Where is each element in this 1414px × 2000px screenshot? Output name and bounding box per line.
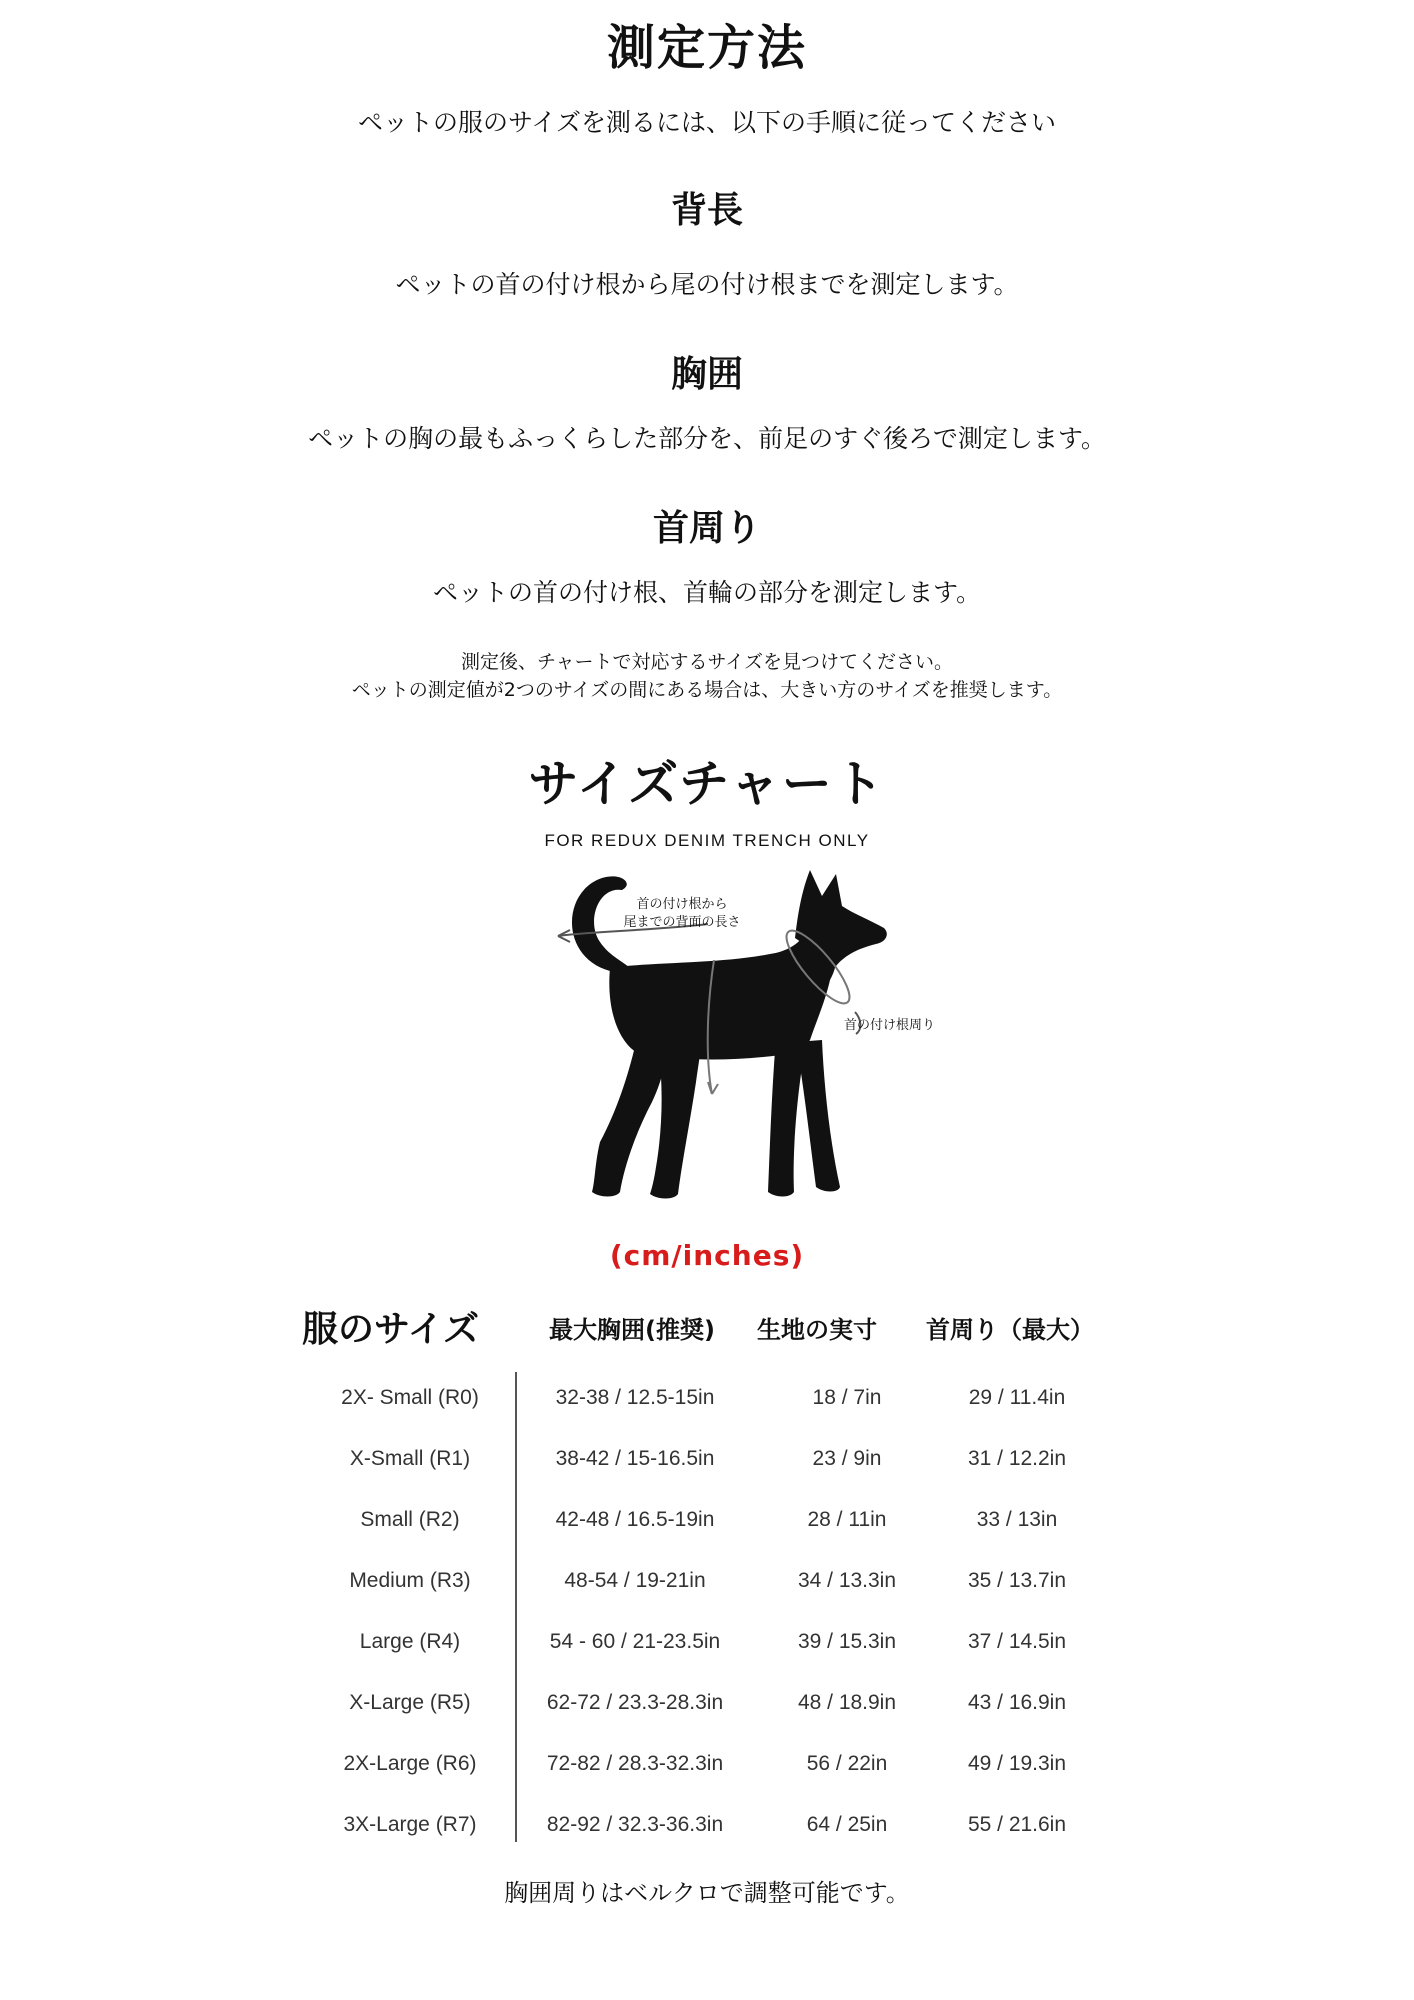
neck-label: 首の付け根周り [844, 1018, 936, 1033]
size-chart-title: サイズチャート [528, 755, 886, 813]
header-size: 服のサイズ [302, 1309, 480, 1350]
length-cell: 28 / 11in [807, 1508, 887, 1531]
chest-cell: 54 - 60 / 21-23.5in [549, 1630, 721, 1653]
chest-cell: 72-82 / 28.3-32.3in [546, 1752, 724, 1775]
neck-cell: 29 / 11.4in [968, 1386, 1066, 1409]
neck-cell: 37 / 14.5in [967, 1630, 1067, 1653]
neck-cell: 55 / 21.6in [967, 1813, 1067, 1836]
size-cell: X-Large (R5) [349, 1691, 471, 1714]
note-line-1: 測定後、チャートで対応するサイズを見つけてください。 [461, 651, 953, 673]
units-label: (cm/inches) [609, 1239, 805, 1272]
neck-cell: 31 / 12.2in [967, 1447, 1067, 1470]
page-title: 測定方法 [606, 20, 807, 76]
section-heading-neck: 首周り [652, 508, 761, 549]
length-cell: 64 / 25in [806, 1813, 888, 1836]
chest-cell: 38-42 / 15-16.5in [555, 1447, 715, 1470]
size-cell: Medium (R3) [349, 1569, 471, 1592]
size-cell: Small (R2) [360, 1508, 460, 1531]
section-heading-chest: 胸囲 [670, 354, 743, 395]
dog-measurement-diagram [540, 862, 960, 1222]
table-footnote: 胸囲周りはベルクロで調整可能です。 [504, 1879, 910, 1907]
length-cell: 56 / 22in [806, 1752, 888, 1775]
chest-cell: 42-48 / 16.5-19in [555, 1508, 715, 1531]
chest-cell: 48-54 / 19-21in [564, 1569, 706, 1592]
length-cell: 18 / 7in [812, 1386, 882, 1409]
note-line-2: ペットの測定値が2つのサイズの間にある場合は、大きい方のサイズを推奨します。 [351, 679, 1063, 701]
length-cell: 34 / 13.3in [797, 1569, 897, 1592]
back-length-label-line-1: 首の付け根から [636, 897, 728, 912]
intro-text: ペットの服のサイズを測るには、以下の手順に従ってください [357, 108, 1056, 137]
size-cell: X-Small (R1) [349, 1447, 471, 1470]
neck-cell: 33 / 13in [976, 1508, 1058, 1531]
chest-cell: 82-92 / 32.3-36.3in [546, 1813, 724, 1836]
section-text-neck: ペットの首の付け根、首輪の部分を測定します。 [432, 578, 981, 607]
size-chart-subtitle: FOR REDUX DENIM TRENCH ONLY [544, 831, 870, 850]
section-heading-back-length: 背長 [670, 190, 743, 231]
size-cell: 3X-Large (R7) [343, 1813, 477, 1836]
header-length: 生地の実寸 [757, 1316, 877, 1344]
back-length-label-line-2: 尾までの背面の長さ [623, 915, 741, 930]
length-cell: 39 / 15.3in [797, 1630, 897, 1653]
length-cell: 23 / 9in [812, 1447, 882, 1470]
chest-cell: 62-72 / 23.3-28.3in [546, 1691, 724, 1714]
neck-cell: 35 / 13.7in [967, 1569, 1067, 1592]
length-cell: 48 / 18.9in [797, 1691, 897, 1714]
section-text-chest: ペットの胸の最もふっくらした部分を、前足のすぐ後ろで測定します。 [308, 424, 1106, 453]
size-cell: 2X- Small (R0) [341, 1386, 479, 1409]
neck-cell: 43 / 16.9in [967, 1691, 1067, 1714]
size-cell: 2X-Large (R6) [343, 1752, 477, 1775]
size-cell: Large (R4) [359, 1630, 461, 1653]
section-text-back-length: ペットの首の付け根から尾の付け根までを測定します。 [395, 270, 1019, 299]
header-neck: 首周り（最大） [926, 1316, 1094, 1344]
neck-cell: 49 / 19.3in [967, 1752, 1067, 1775]
header-chest: 最大胸囲(推奨) [549, 1316, 715, 1344]
chest-cell: 32-38 / 12.5-15in [555, 1386, 715, 1409]
